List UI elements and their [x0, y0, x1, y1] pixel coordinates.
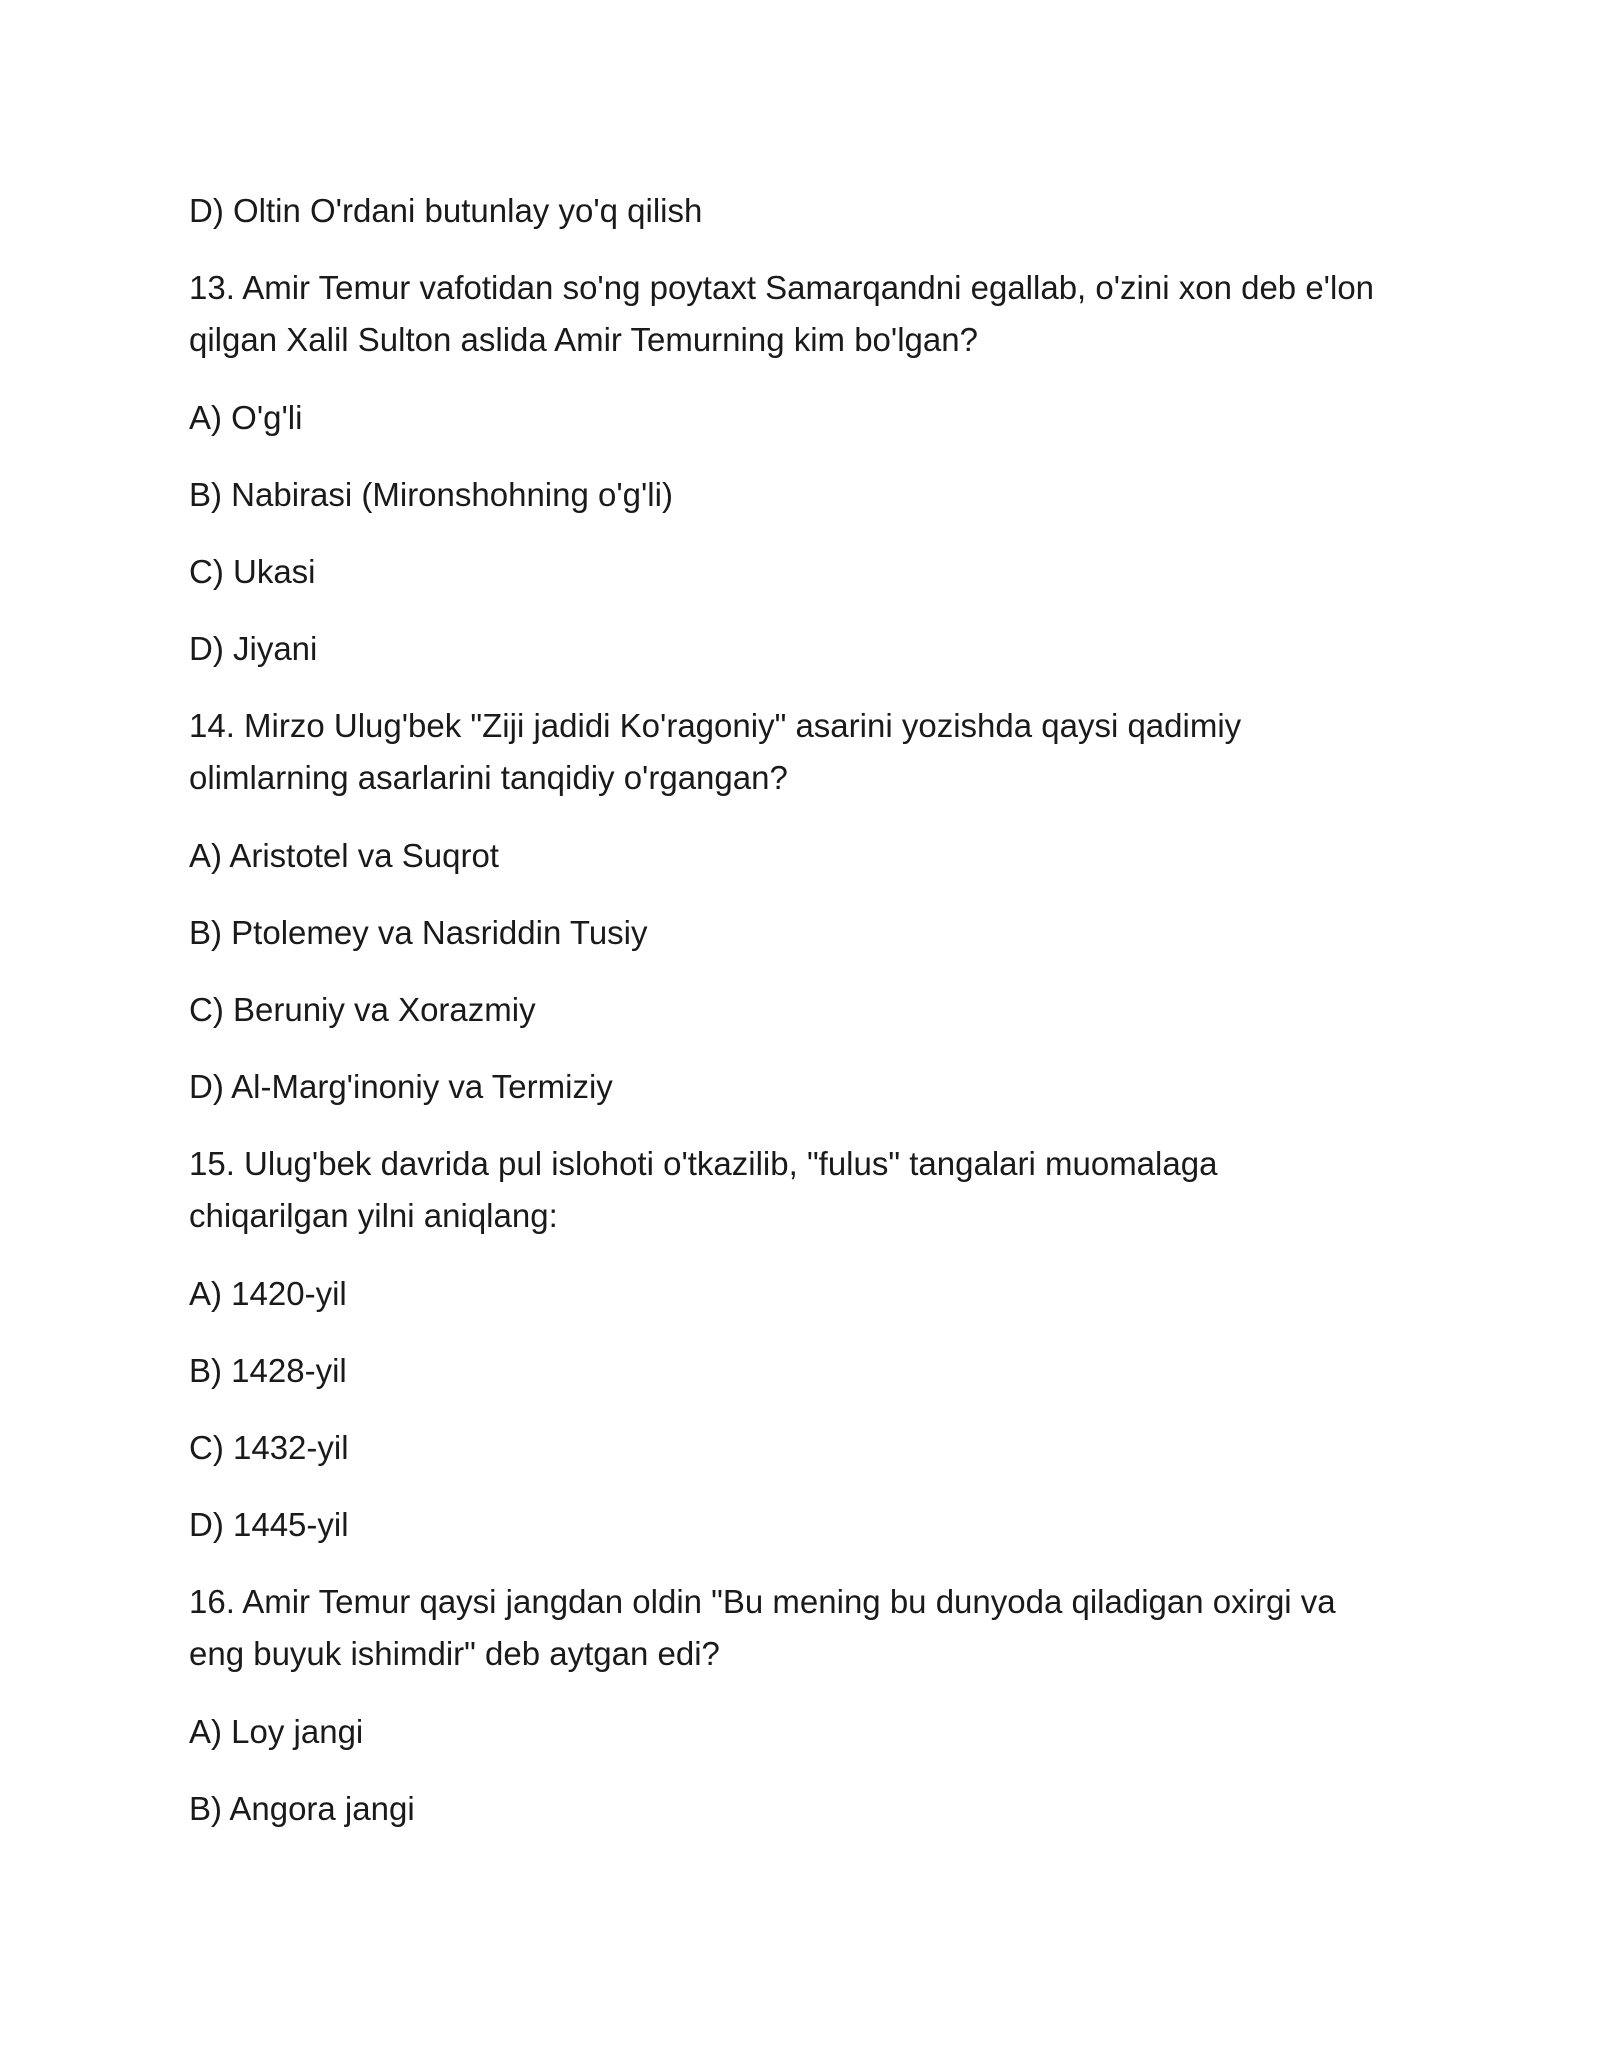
option-13-b: B) Nabirasi (Mironshohning o'g'li) [189, 476, 673, 513]
option-13-a: A) O'g'li [189, 399, 303, 436]
option-15-a: A) 1420-yil [189, 1275, 347, 1312]
option-16-b: B) Angora jangi [189, 1790, 415, 1827]
option-15-c: C) 1432-yil [189, 1429, 349, 1466]
option-14-b: B) Ptolemey va Nasriddin Tusiy [189, 914, 648, 951]
question-15: 15. Ulug'bek davrida pul islohoti o'tkazilib, "fulus" tangalari muomalaga chiqarilgan yilni aniqlang: [189, 1145, 1218, 1234]
question-13: 13. Amir Temur vafotidan so'ng poytaxt Samarqandni egallab, o'zini xon deb e'lon qilgan Xalil Sulton aslida Amir Temurning kim bo'lgan? [189, 269, 1375, 358]
option-15-d: D) 1445-yil [189, 1506, 349, 1543]
option-13-c: C) Ukasi [189, 553, 316, 590]
question-14: 14. Mirzo Ulug'bek "Ziji jadidi Ko'ragoniy" asarini yozishda qaysi qadimiy olimlarning asarlarini tanqidiy o'rgangan? [189, 707, 1242, 796]
option-14-c: C) Beruniy va Xorazmiy [189, 991, 536, 1028]
option-16-a: A) Loy jangi [189, 1713, 364, 1750]
option-14-d: D) Al-Marg'inoniy va Termiziy [189, 1068, 613, 1105]
question-16: 16. Amir Temur qaysi jangdan oldin "Bu mening bu dunyoda qiladigan oxirgi va eng buyuk ishimdir" deb aytgan edi? [189, 1583, 1336, 1672]
option-13-d: D) Jiyani [189, 630, 318, 667]
option-15-b: B) 1428-yil [189, 1352, 347, 1389]
option-14-a: A) Aristotel va Suqrot [189, 837, 499, 874]
option-12-d: D) Oltin O'rdani butunlay yo'q qilish [189, 192, 703, 229]
